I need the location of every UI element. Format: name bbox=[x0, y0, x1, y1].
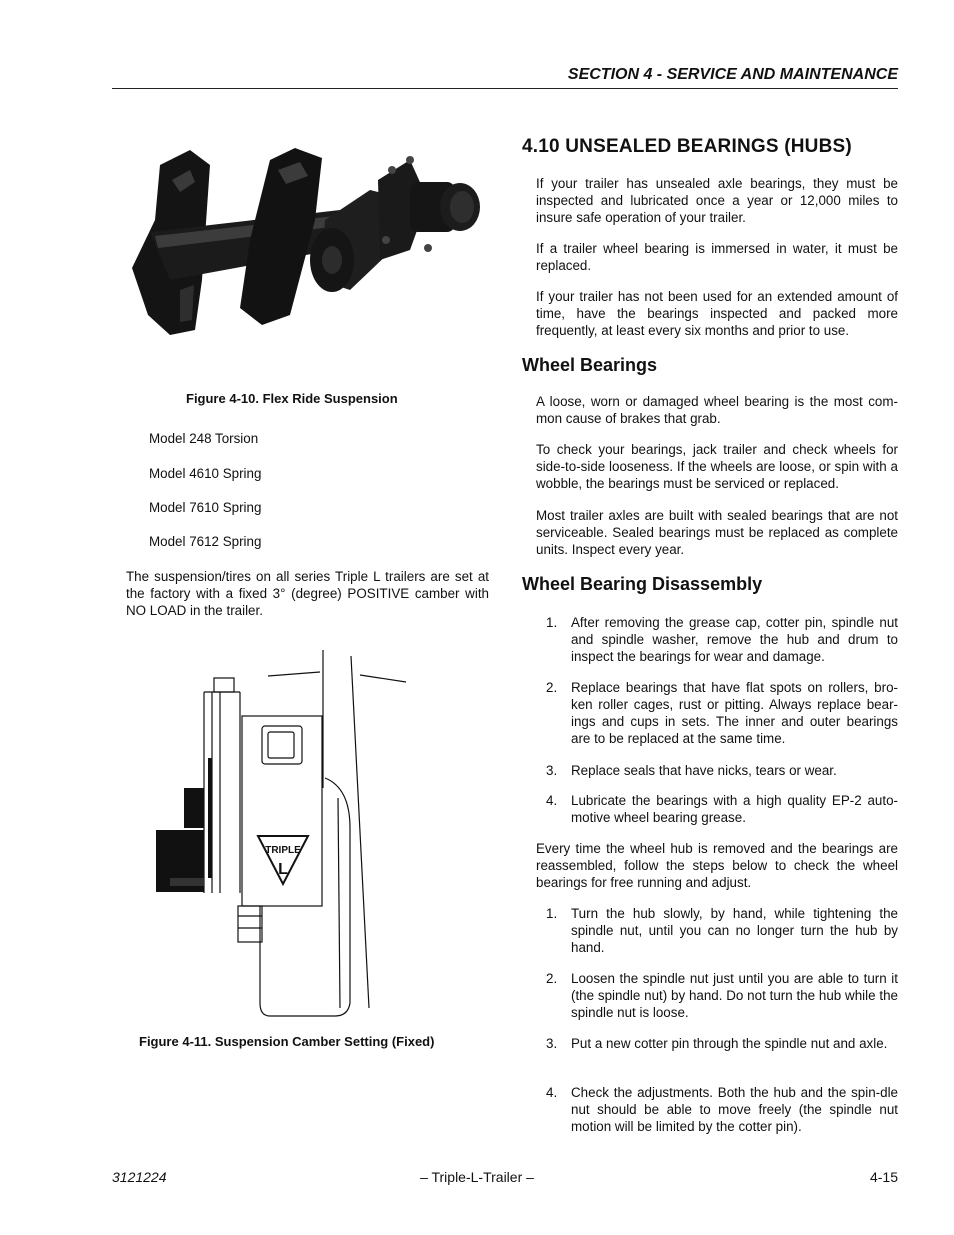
intro-paragraph: If your trailer has not been used for an extended amount of time, have the bearings inspected and packed more frequently, at least every six months and prior to use. bbox=[536, 289, 898, 338]
model-list-item: Model 4610 Spring bbox=[149, 466, 262, 481]
intro-paragraph: If your trailer has unsealed axle bearings, they must be inspected and lubricated once a year or 12,000 miles to insure safe operation of your trailer. bbox=[536, 176, 898, 225]
wheel-bearings-paragraph: To check your bearings, jack trailer and check wheels for side-to-side looseness. If the wheels are loose, or spin with a wobble, the bearings must be serviced or replaced. bbox=[536, 442, 898, 491]
intro-paragraph: If a trailer wheel bearing is immersed in water, it must be replaced. bbox=[536, 241, 898, 273]
model-list-item: Model 7612 Spring bbox=[149, 534, 262, 549]
camber-paragraph: The suspension/tires on all series Triple L trailers are set at the factory with a fixed 3° (degree) POSITIVE camber with NO LOAD in the trailer. bbox=[126, 569, 489, 618]
flex-ride-suspension-image bbox=[110, 140, 490, 380]
svg-text:L: L bbox=[278, 861, 288, 878]
subheading-disassembly: Wheel Bearing Disassembly bbox=[522, 574, 763, 594]
model-list-item: Model 7610 Spring bbox=[149, 500, 262, 515]
adjust-step: 3. Put a new cotter pin through the spindle nut and axle. bbox=[546, 1036, 888, 1051]
section-heading-unsealed-bearings: 4.10 UNSEALED BEARINGS (HUBS) bbox=[522, 136, 852, 157]
section-title: SECTION 4 - SERVICE AND MAINTENANCE bbox=[567, 66, 898, 83]
adjust-step: 4. Check the adjustments. Both the hub and the spin-dle nut should be able to move freely (the spindle nut motion will be limited by the cotter pin). bbox=[546, 1085, 898, 1134]
figure-4-11-caption: Figure 4-11. Suspension Camber Setting (Fixed) bbox=[139, 1034, 435, 1049]
figure-4-10-caption: Figure 4-10. Flex Ride Suspension bbox=[186, 391, 398, 406]
wheel-bearings-paragraph: A loose, worn or damaged wheel bearing is the most com-mon cause of brakes that grab. bbox=[536, 394, 898, 426]
page-number: 4-15 bbox=[869, 1169, 898, 1185]
wheel-bearings-paragraph: Most trailer axles are built with sealed bearings that are not serviceable. Sealed bearings must be replaced as complete units. Inspect every year. bbox=[536, 508, 898, 557]
adjust-step: 1. Turn the hub slowly, by hand, while tightening the spindle nut, until you can no longer turn the hub by hand. bbox=[546, 906, 898, 955]
doc-number: 3121224 bbox=[112, 1169, 167, 1185]
triple-l-logo-text: TRIPLE bbox=[265, 845, 301, 856]
model-list-item: Model 248 Torsion bbox=[149, 431, 259, 446]
suspension-camber-diagram bbox=[150, 648, 415, 1020]
disassembly-step: 3. Replace seals that have nicks, tears or wear. bbox=[546, 763, 837, 778]
disassembly-step: 2. Replace bearings that have flat spots on rollers, bro-ken roller cages, rust or pitting. Always replace bear-ings and cups in sets. The inner and outer bearings are to be replaced at the same time. bbox=[546, 680, 898, 746]
adjust-step: 2. Loosen the spindle nut just until you are able to turn it (the spindle nut) by hand. Do not turn the hub while the spindle nut is loose. bbox=[546, 971, 898, 1020]
disassembly-step: 1. After removing the grease cap, cotter pin, spindle nut and spindle washer, remove the hub and drum to inspect the bearings for wear and damage. bbox=[546, 615, 898, 664]
disassembly-step: 4. Lubricate the bearings with a high quality EP-2 auto-motive wheel bearing grease. bbox=[546, 793, 898, 825]
subheading-wheel-bearings: Wheel Bearings bbox=[522, 355, 658, 375]
page-header bbox=[112, 64, 898, 89]
reassembly-paragraph: Every time the wheel hub is removed and the bearings are reassembled, follow the steps below to check the wheel bearings for free running and adjust. bbox=[536, 841, 898, 890]
footer-title: – Triple-L-Trailer – bbox=[420, 1169, 534, 1185]
